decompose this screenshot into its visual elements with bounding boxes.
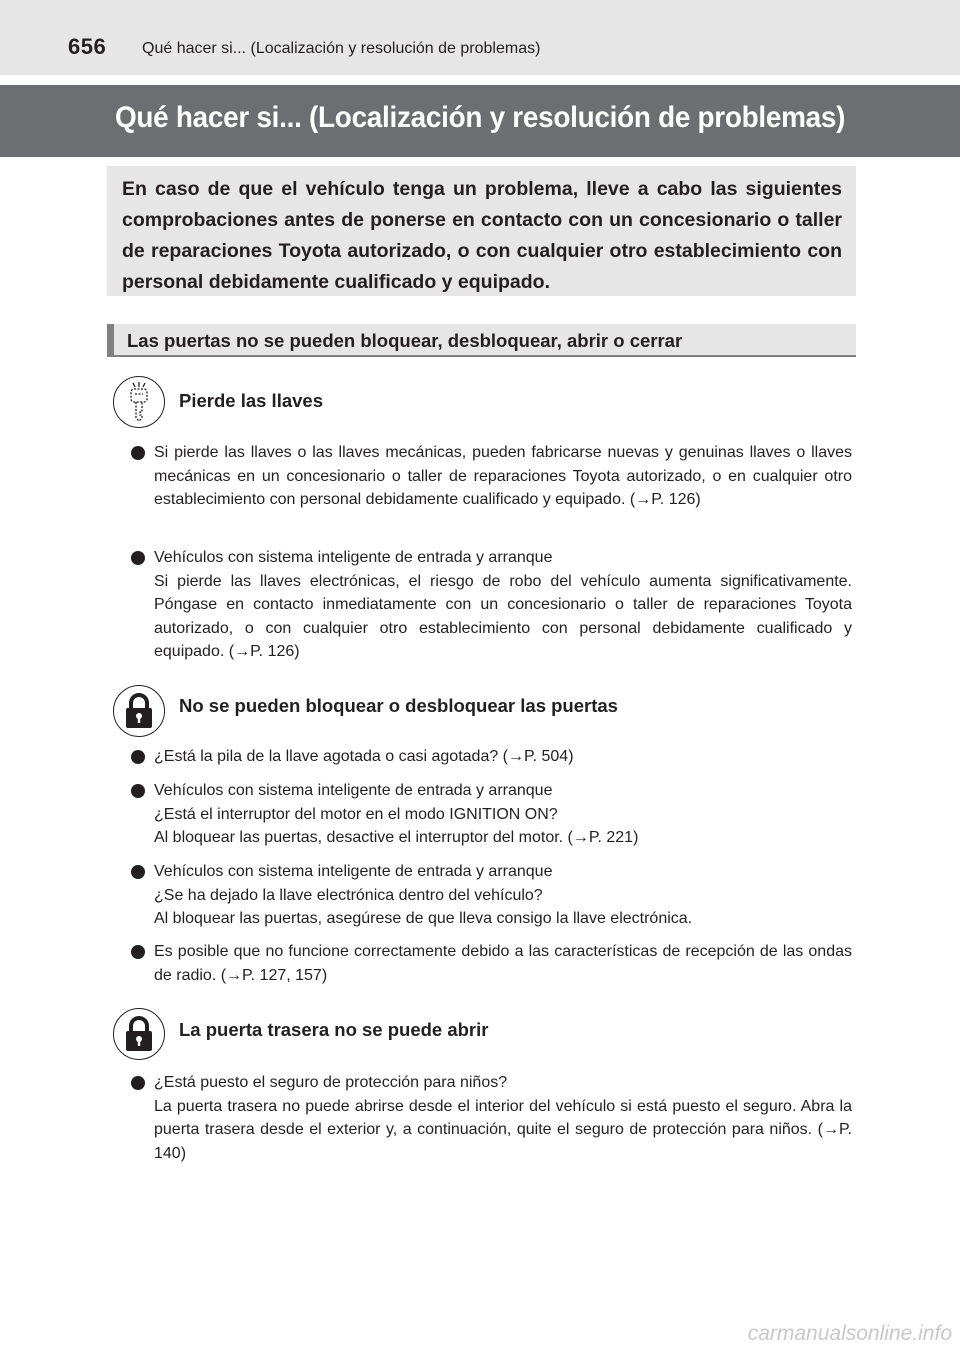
intro-box (107, 166, 856, 296)
item-text: Si pierde las llaves o las llaves mecánicas, pueden fabricarse nuevas y genuinas llaves o llaves mecánicas en un concesionario o taller de reparaciones Toyota autorizado, o en cualquier otro establecimiento con personal debidamente cualificado y equipado. (→P. 126) (154, 444, 852, 508)
list-item (131, 1071, 852, 1165)
item-text: ¿Está la pila de la llave agotada o casi agotada? (→P. 504) (154, 748, 574, 765)
item-text: ¿Se ha dejado la llave electrónica dentro del vehículo? (154, 886, 543, 904)
item-text: Al bloquear las puertas, asegúrese de que lleva consigo la llave electrónica. (154, 910, 693, 927)
subsection-heading-doors-lock: No se pueden bloquear o desbloquear las puertas (179, 695, 618, 716)
item-text: Al bloquear las puertas, desactive el interruptor del motor. (→P. 221) (154, 829, 639, 846)
item-text: Vehículos con sistema inteligente de entrada y arranque (154, 863, 553, 880)
subsection-heading-rear-door: La puerta trasera no se puede abrir (179, 1019, 489, 1040)
key-icon (113, 376, 165, 428)
running-header-title: Qué hacer si... (Localización y resolución de problemas) (142, 40, 541, 57)
section-heading-bar (107, 324, 114, 355)
list-item (131, 745, 852, 769)
section-heading-text: Las puertas no se pueden bloquear, desbloquear, abrir o cerrar (127, 330, 683, 351)
watermark: carmanualsonline.info (747, 1322, 952, 1345)
list-item (131, 441, 852, 512)
lock-icon (113, 1008, 165, 1060)
bullet-icon (131, 551, 145, 565)
intro-text: En caso de que el vehículo tenga un problema, lleve a cabo las siguientes comprobaciones antes de ponerse en contacto con un concesionario o taller de reparaciones Toyota autorizado, o con cualquier otro establecimiento con personal debidamente cualificado y equipado. (122, 178, 842, 293)
item-text: La puerta trasera no puede abrirse desde el interior del vehículo si está puesto el seguro. Abra la puerta trasera desde el exterior y, a continuación, quite el seguro de protección para niños. (→P. 140) (154, 1097, 852, 1162)
page-title: Qué hacer si... (Localización y resolución de problemas) (115, 101, 846, 134)
item-text: Si pierde las llaves electrónicas, el riesgo de robo del vehículo aumenta significativamente. Póngase en contacto inmediatamente con un concesionario o taller de reparaciones Toyota autorizado, o con cualquier otro establecimiento con personal debidamente cualificado y equipado. (→P. 126) (154, 572, 852, 660)
bullet-icon (131, 446, 145, 460)
subsection-heading-lost-keys: Pierde las llaves (179, 390, 323, 411)
list-item (131, 546, 852, 664)
bullet-icon (131, 865, 145, 879)
page-number: 656 (68, 34, 107, 59)
item-text: Vehículos con sistema inteligente de entrada y arranque (154, 782, 553, 799)
list-item (131, 860, 852, 931)
page-header (0, 0, 960, 75)
list-item (131, 940, 852, 987)
item-text: ¿Está puesto el seguro de protección para niños? (154, 1074, 508, 1091)
section-heading (107, 324, 856, 357)
item-text: Vehículos con sistema inteligente de entrada y arranque (154, 549, 553, 566)
bullet-icon (131, 750, 145, 764)
bullet-icon (131, 1076, 145, 1090)
lock-icon (113, 685, 165, 737)
item-text: ¿Está el interruptor del motor en el modo IGNITION ON? (154, 805, 558, 823)
bullet-icon (131, 784, 145, 798)
item-text: Es posible que no funcione correctamente debido a las características de recepción de las ondas de radio. (→P. 127, 157) (154, 943, 852, 984)
list-item (131, 779, 852, 850)
bullet-icon (131, 945, 145, 959)
